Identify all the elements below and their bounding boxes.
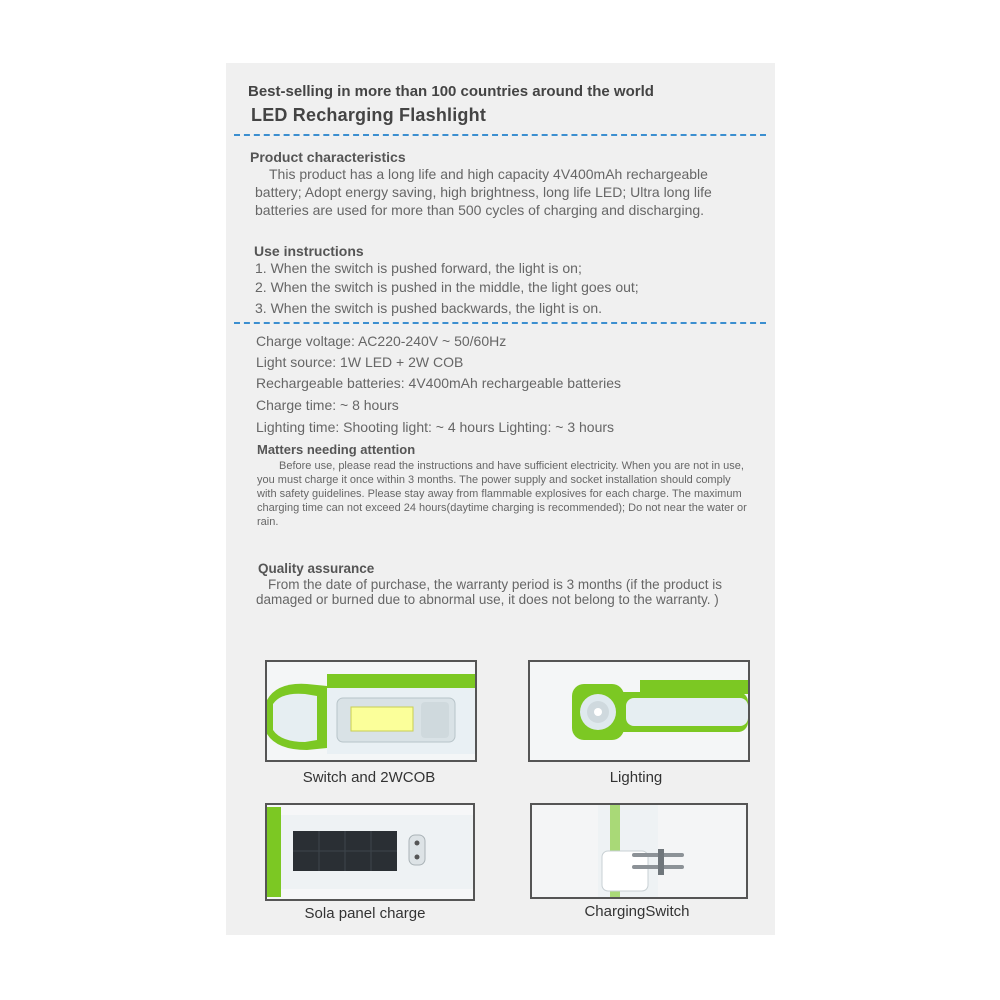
instruction-card bbox=[226, 63, 775, 935]
caption-solar-panel: Sola panel charge bbox=[304, 905, 426, 922]
spec-charge-time: Charge time: ~ 8 hours bbox=[256, 397, 399, 413]
divider-middle bbox=[234, 322, 766, 324]
attention-body: Before use, please read the instructions and have sufficient electricity. When you are not in use, you must charge it once within 3 months. The power supply and socket installation should comply with safety guidelines. Please stay away from flammable explosives for each charge. The maximum charging time can not exceed 24 hours(daytime charging is recommended); Do not near the water or rain. bbox=[257, 460, 747, 528]
spec-light-source: Light source: 1W LED + 2W COB bbox=[256, 354, 464, 370]
instruction-item-2: 2. When the switch is pushed in the middle, the light goes out; bbox=[255, 279, 639, 295]
spec-lighting-time: Lighting time: Shooting light: ~ 4 hours Lighting: ~ 3 hours bbox=[256, 419, 615, 435]
characteristics-heading: Product characteristics bbox=[250, 149, 406, 165]
charging-plug-illustration bbox=[532, 805, 746, 897]
flashlight-front-illustration bbox=[530, 662, 748, 760]
quality-body: From the date of purchase, the warranty period is 3 months (if the product is damaged or burned due to abnormal use, it does not belong to the warranty. ) bbox=[256, 577, 722, 607]
instructions-heading: Use instructions bbox=[254, 243, 364, 259]
spec-charge-voltage: Charge voltage: AC220-240V ~ 50/60Hz bbox=[256, 333, 507, 349]
caption-switch-cob: Switch and 2WCOB bbox=[302, 769, 436, 786]
photo-lighting bbox=[528, 660, 750, 762]
photo-solar-panel bbox=[265, 803, 475, 901]
instruction-item-3: 3. When the switch is pushed backwards, the light is on. bbox=[255, 300, 603, 316]
instruction-item-1: 1. When the switch is pushed forward, the light is on; bbox=[255, 260, 582, 276]
quality-heading: Quality assurance bbox=[258, 561, 375, 576]
attention-heading: Matters needing attention bbox=[257, 442, 416, 457]
tagline: Best-selling in more than 100 countries around the world bbox=[248, 83, 654, 100]
photo-switch-cob bbox=[265, 660, 477, 762]
solar-panel-illustration bbox=[267, 805, 473, 899]
spec-batteries: Rechargeable batteries: 4V400mAh rechargeable batteries bbox=[256, 375, 622, 391]
divider-top bbox=[234, 134, 766, 136]
product-title: LED Recharging Flashlight bbox=[251, 105, 487, 125]
characteristics-body: This product has a long life and high capacity 4V400mAh rechargeable battery; Adopt energy saving, high brightness, long life LED; Ultra long life batteries are used for more than 500 cycles of charging and discharging. bbox=[255, 166, 712, 218]
caption-charging-switch: ChargingSwitch bbox=[584, 903, 690, 920]
caption-lighting: Lighting bbox=[609, 769, 663, 786]
flashlight-side-illustration bbox=[267, 662, 475, 760]
photo-charging-switch bbox=[530, 803, 748, 899]
